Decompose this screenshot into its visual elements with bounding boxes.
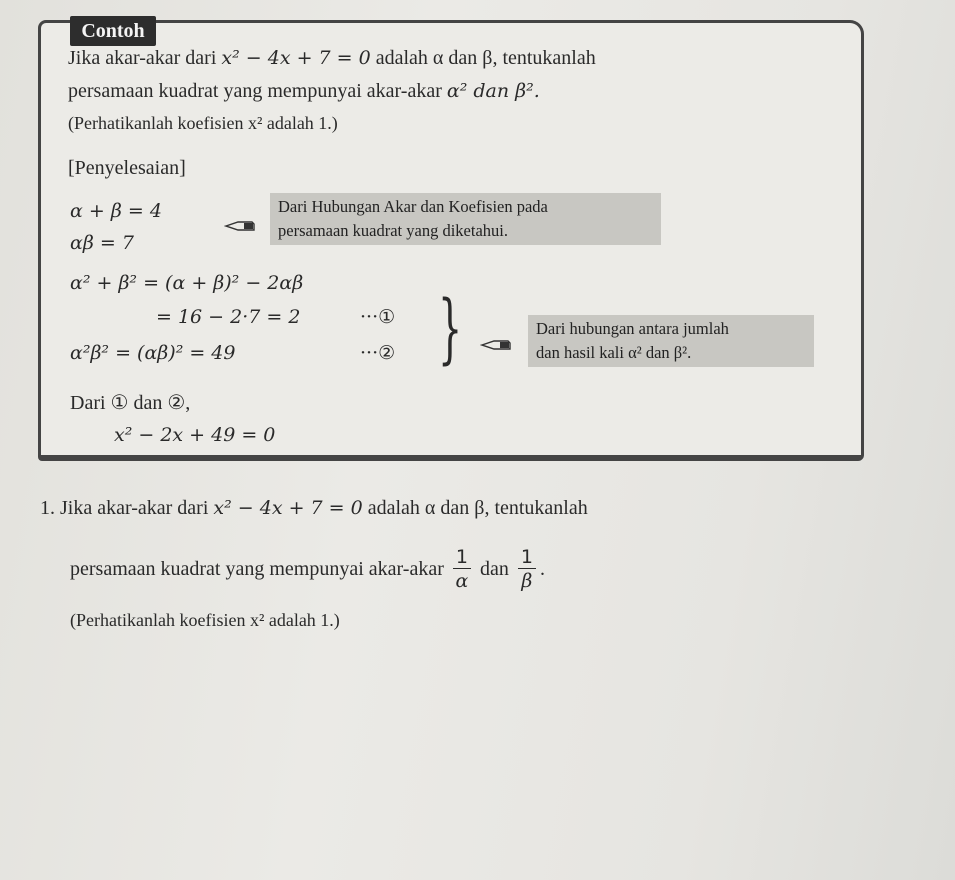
target-roots: α² dan β².	[446, 80, 540, 102]
pointing-hand-icon	[480, 338, 514, 352]
sum-of-squares-formula: α² + β² = (α + β)² − 2αβ	[70, 272, 304, 294]
product-of-roots: αβ = 7	[70, 232, 134, 254]
sum-of-squares-value: = 16 − 2·7 = 2	[156, 306, 301, 328]
exercise-number: 1.	[40, 497, 55, 519]
equation: x² − 4x + 7 = 0	[213, 497, 363, 519]
sum-of-roots: α + β = 4	[70, 200, 162, 222]
product-of-squares: α²β² = (αβ)² = 49	[70, 342, 236, 364]
example-question-line-1: Jika akar-akar dari x² − 4x + 7 = 0 adalah α dan β, tentukanlah	[68, 47, 596, 69]
exercise-1-hint: (Perhatikanlah koefisien x² adalah 1.)	[70, 610, 340, 630]
equation: x² − 4x + 7 = 0	[221, 47, 371, 69]
marker-1: ···①	[360, 306, 396, 328]
note-hubungan-jumlah: Dari hubungan antara jumlah dan hasil kali α² dan β².	[528, 315, 814, 367]
pointing-hand-icon	[224, 219, 258, 233]
example-hint: (Perhatikanlah koefisien x² adalah 1.)	[68, 113, 338, 133]
note-hubungan-akar: Dari Hubungan Akar dan Koefisien pada persamaan kuadrat yang diketahui.	[270, 193, 661, 245]
fraction-one-over-beta: $\frac{1}{\beta}$	[518, 546, 536, 593]
result-equation: x² − 2x + 49 = 0	[114, 424, 276, 446]
fraction-one-over-alpha: $\frac{1}{\alpha}$	[453, 546, 471, 593]
solution-header: [Penyelesaian]	[68, 157, 186, 179]
example-tab: Contoh	[70, 16, 156, 46]
exercise-1-line-2: persamaan kuadrat yang mempunyai akar-akar $\frac{1}{\alpha}$ dan $\frac{1}{\beta}$ .	[70, 546, 545, 592]
marker-2: ···②	[360, 342, 396, 364]
right-brace: }	[438, 283, 463, 372]
example-question-line-2: persamaan kuadrat yang mempunyai akar-akar α² dan β².	[68, 80, 540, 102]
conclusion: Dari ① dan ②,	[70, 392, 191, 414]
exercise-1-line-1: 1. Jika akar-akar dari x² − 4x + 7 = 0 adalah α dan β, tentukanlah	[40, 497, 588, 519]
